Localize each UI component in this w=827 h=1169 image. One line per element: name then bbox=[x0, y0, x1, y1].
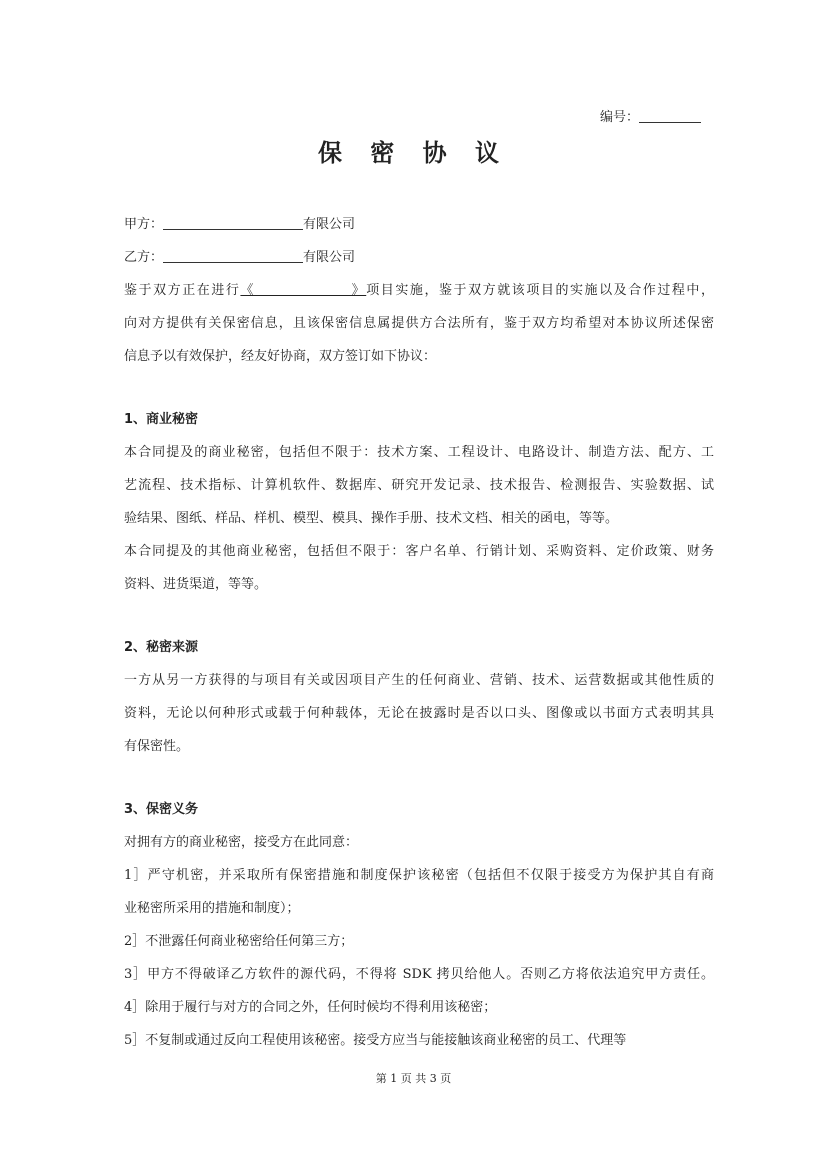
preamble-line-3: 信息予以有效保护，经友好协商，双方签订如下协议： bbox=[124, 349, 437, 364]
page-footer: 第 1 页 共 3 页 bbox=[375, 1072, 452, 1085]
doc-number bbox=[600, 109, 701, 126]
section-2-line: 一方从另一方获得的与项目有关或因项目产生的任何商业、营销、技术、运营数据或其他性质的 bbox=[124, 673, 714, 688]
party-a-suffix: 有限公司 bbox=[303, 217, 356, 232]
section-3-item: 3］甲方不得破译乙方软件的源代码，不得将 SDK 拷贝给他人。否则乙方将依法追究甲方责任。 bbox=[124, 967, 714, 982]
section-1-line: 艺流程、技术指标、计算机软件、数据库、研究开发记录、技术报告、检测报告、实验数据、试 bbox=[124, 478, 714, 493]
section-1-line: 资料、进货渠道，等等。 bbox=[124, 577, 268, 592]
section-1-line: 验结果、图纸、样品、样机、模型、模具、操作手册、技术文档、相关的函电，等等。 bbox=[124, 511, 619, 526]
party-a-line bbox=[124, 216, 714, 233]
preamble-line-2: 向对方提供有关保密信息，且该保密信息属提供方合法所有，鉴于双方均希望对本协议所述保密 bbox=[124, 316, 714, 331]
section-1-line: 本合同提及的商业秘密，包括但不限于：技术方案、工程设计、电路设计、制造方法、配方、工 bbox=[124, 445, 714, 460]
section-3-item: 4］除用于履行与对方的合同之外，任何时候均不得利用该秘密； bbox=[124, 1000, 497, 1015]
section-1-heading: 1、商业秘密 bbox=[124, 412, 199, 427]
preamble-text: 鉴于双方正在进行 bbox=[124, 283, 241, 298]
section-2-line: 资料，无论以何种形式或载于何种载体，无论在披露时是否以口头、图像或以书面方式表明其具 bbox=[124, 706, 714, 721]
section-3-item: 5］不复制或通过反向工程使用该秘密。接受方应当与能接触该商业秘密的员工、代理等 bbox=[124, 1033, 627, 1048]
section-2-heading: 2、秘密来源 bbox=[124, 640, 199, 655]
section-1-line: 本合同提及的其他商业秘密，包括但不限于：客户名单、行销计划、采购资料、定价政策、财务 bbox=[124, 544, 714, 559]
party-b-suffix: 有限公司 bbox=[303, 250, 356, 265]
section-3-item: 业秘密所采用的措施和制度）； bbox=[124, 901, 300, 916]
page-title: 保 密 协 议 bbox=[317, 138, 510, 167]
preamble-text: 项目实施，鉴于双方就该项目的实施以及合作过程中， bbox=[366, 283, 714, 298]
section-2-line: 有保密性。 bbox=[124, 739, 190, 754]
party-a-label: 甲方： bbox=[124, 217, 164, 232]
section-3-item: 2］不泄露任何商业秘密给任何第三方； bbox=[124, 934, 354, 949]
project-name-blank[interactable]: 《 》 bbox=[240, 283, 367, 298]
section-3-item: 1］严守机密，并采取所有保密措施和制度保护该秘密（包括但不仅限于接受方为保护其自有商 bbox=[124, 868, 714, 883]
preamble-line-1 bbox=[124, 283, 714, 299]
section-3-intro: 对拥有方的商业秘密，接受方在此同意： bbox=[124, 835, 359, 850]
section-3-heading: 3、保密义务 bbox=[124, 802, 199, 817]
party-b-line bbox=[124, 249, 714, 266]
party-a-blank[interactable] bbox=[163, 216, 303, 230]
party-b-label: 乙方： bbox=[124, 250, 164, 265]
doc-number-label: 编号： bbox=[599, 110, 639, 125]
doc-number-blank[interactable] bbox=[639, 109, 701, 123]
party-b-blank[interactable] bbox=[163, 249, 303, 263]
